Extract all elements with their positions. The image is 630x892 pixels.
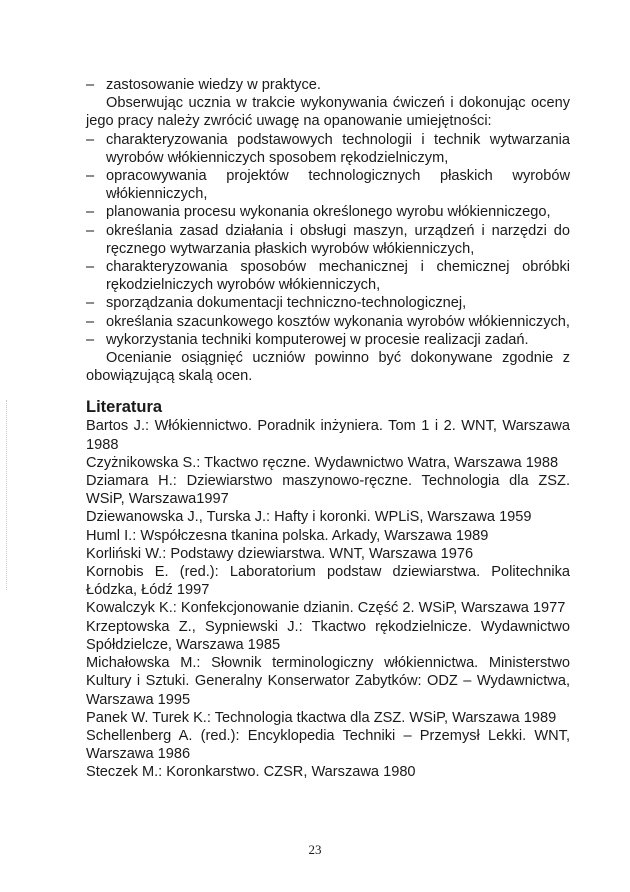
skill-item: – określania szacunkowego kosztów wykonania wyrobów włókienniczych,	[86, 313, 570, 331]
margin-scan-marks	[6, 400, 9, 590]
skill-item: – opracowywania projektów technologicznych płaskich wyrobów włókienniczych,	[86, 167, 570, 203]
reference-item: Dziamara H.: Dziewiarstwo maszynowo-ręczne. Technologia dla ZSZ. WSiP, Warszawa1997	[86, 473, 570, 508]
reference-item: Steczek M.: Koronkarstwo. CZSR, Warszawa 1980	[86, 764, 416, 781]
skills-list	[86, 131, 570, 349]
reference-item: Kowalczyk K.: Konfekcjonowanie dzianin. Część 2. WSiP, Warszawa 1977	[86, 600, 566, 617]
reference-item: Czyżnikowska S.: Tkactwo ręczne. Wydawnictwo Watra, Warszawa 1988	[86, 454, 559, 471]
skill-item: – określania zasad działania i obsługi maszyn, urządzeń i narzędzi do ręcznego wytwarzania płaskich wyrobów włókienniczych,	[86, 222, 570, 258]
reference-item: Huml I.: Współczesna tkanina polska. Arkady, Warszawa 1989	[86, 527, 489, 544]
skill-item: – charakteryzowania podstawowych technologii i technik wytwarzania wyrobów włókienniczych sposobem rękodzielniczym,	[86, 131, 570, 167]
reference-item: Panek W. Turek K.: Technologia tkactwa dla ZSZ. WSiP, Warszawa 1989	[86, 709, 557, 726]
observation-paragraph: Obserwując ucznia w trakcie wykonywania ćwiczeń i dokonując oceny jego pracy należy zwrócić uwagę na opanowanie umiejętności:	[86, 95, 570, 130]
reference-item: Krzeptowska Z., Sypniewski J.: Tkactwo rękodzielnicze. Wydawnictwo Spółdzielcze, Warszawa 1985	[86, 618, 570, 653]
top-bullet-list	[86, 76, 570, 94]
assessment-paragraph: Ocenianie osiągnięć uczniów powinno być dokonywane zgodnie z obowiązującą skalą ocen.	[86, 350, 570, 385]
skill-item: – charakteryzowania sposobów mechanicznej i chemicznej obróbki rękodzielniczych wyrobów włókienniczych,	[86, 258, 570, 294]
skill-item: – sporządzania dokumentacji techniczno-technologicznej,	[86, 294, 570, 312]
literature-heading: Literatura	[86, 398, 163, 417]
reference-item: Schellenberg A. (red.): Encyklopedia Techniki – Przemysł Lekki. WNT, Warszawa 1986	[86, 727, 570, 763]
bullet-item: – zastosowanie wiedzy w praktyce.	[86, 76, 570, 94]
page-number: 23	[308, 842, 322, 857]
skill-item: – planowania procesu wykonania określonego wyrobu włókienniczego,	[86, 203, 570, 221]
reference-item: Kornobis E. (red.): Laboratorium podstaw dziewiarstwa. Politechnika Łódzka, Łódź 1997	[86, 564, 570, 599]
reference-item: Dziewanowska J., Turska J.: Hafty i koronki. WPLiS, Warszawa 1959	[86, 509, 532, 526]
reference-list	[86, 417, 570, 781]
reference-item: Korliński W.: Podstawy dziewiarstwa. WNT, Warszawa 1976	[86, 545, 474, 562]
reference-item: Michałowska M.: Słownik terminologiczny włókiennictwa. Ministerstwo Kultury i Sztuki. Generalny Konserwator Zabytków: ODZ – Wydawnictwa, Warszawa 1995	[86, 655, 570, 708]
page-content	[86, 76, 570, 782]
skill-item: – wykorzystania techniki komputerowej w procesie realizacji zadań.	[86, 331, 570, 349]
reference-item: Bartos J.: Włókiennictwo. Poradnik inżyniera. Tom 1 i 2. WNT, Warszawa 1988	[86, 418, 570, 453]
